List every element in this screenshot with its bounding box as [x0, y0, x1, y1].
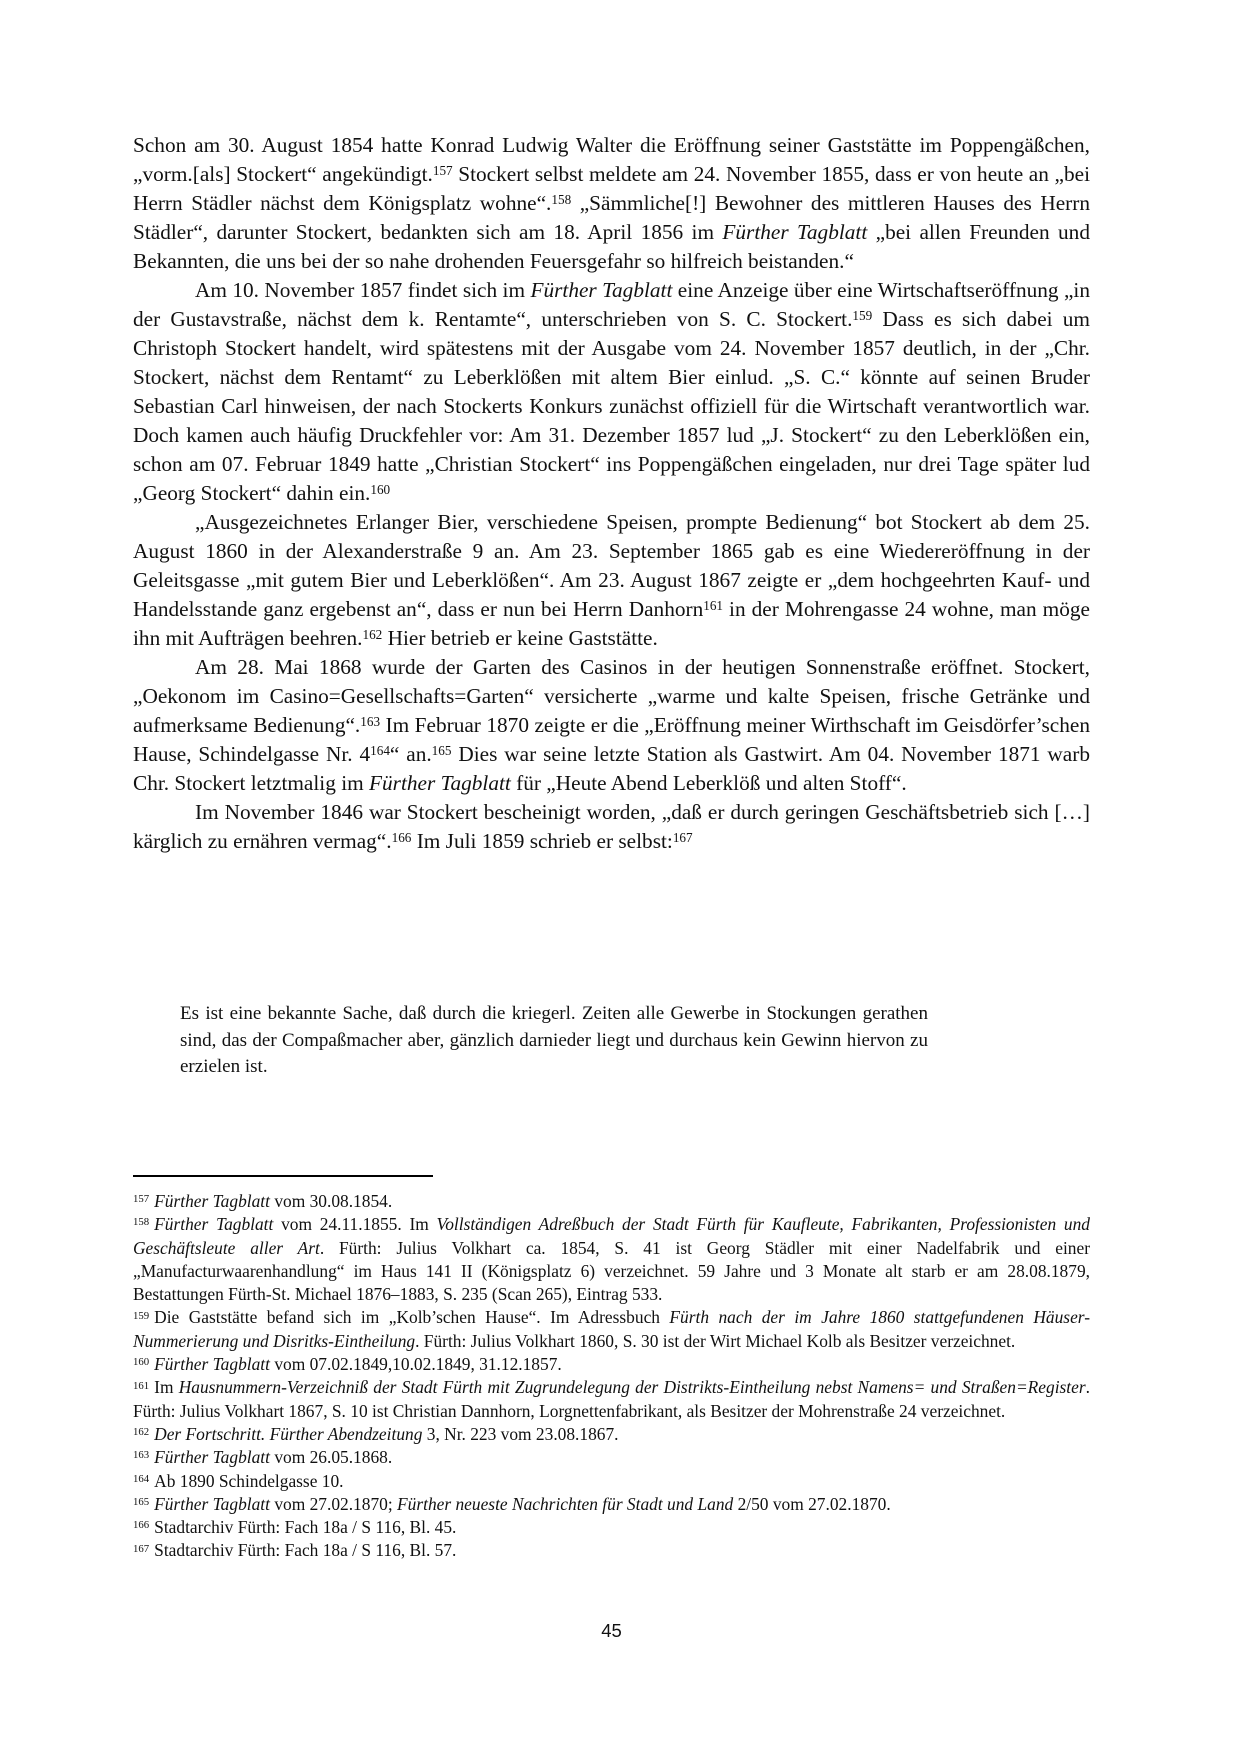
footnote — [133, 1376, 1090, 1423]
text-run: Der Fortschritt. Fürther Abendzeitung — [154, 1423, 423, 1444]
footnote-reference: 159 — [852, 308, 873, 324]
text-run: für „Heute Abend Leberklöß und alten Stoff“. — [510, 771, 907, 795]
text-run: in der Mohrengasse 24 wohne, man möge ihn mit Aufträgen beehren. — [133, 597, 1090, 650]
footnote — [133, 1516, 1090, 1539]
text-run: Fürther Tagblatt — [722, 220, 868, 244]
text-run: Im Juli 1859 schrieb er selbst: — [411, 829, 673, 853]
block-quote — [180, 1001, 928, 1081]
text-run: Fürther Tagblatt — [154, 1214, 274, 1235]
footnote-marker: 163 — [133, 1449, 150, 1462]
text-run: Im November 1846 war Stockert bescheinigt worden, „daß er durch geringen Geschäftsbetrieb sich […] kärglich zu ernähren vermag“. — [133, 800, 1090, 853]
text-run: Fürther Tagblatt — [154, 1493, 270, 1514]
text-run: Stockert selbst meldete am 24. November 1855, dass er von heute an „bei Herrn Städler nächst dem Königsplatz wohne“. — [133, 162, 1091, 215]
paragraph — [133, 653, 1090, 798]
text-run: . Fürth: Julius Volkhart ca. 1854, S. 41 ist Georg Städler mit einer Nadelfabrik und einer „Manufacturwaarenhandlung“ im Haus 141 II (Königsplatz 6) verzeichnet. 59 Jahre und 3 Monate alt starb er am 28.08.1879, Bestattungen Fürth-St. Michael 1876–1883, S. 235 (Scan 265), Eintrag 533. — [133, 1237, 1090, 1305]
text-run: vom 24.11.1855. Im — [273, 1214, 437, 1235]
text-run: 3, Nr. 223 vom 23.08.1867. — [422, 1423, 619, 1444]
body-text — [133, 131, 1090, 856]
text-run: „Ausgezeichnetes Erlanger Bier, verschiedene Speisen, prompte Bedienung“ bot Stockert ab dem 25. August 1860 in der Alexanderstraße 9 an. Am 23. September 1865 gab es eine Wiedereröffnung in der Geleitsgasse „mit gutem Bier und Leberklößen“. Am 23. August 1867 zeigte er „dem hochgeehrten Kauf- und Handelsstande ganz ergebenst an“, dass er nun bei Herrn Danhorn — [133, 510, 1090, 621]
text-run: Es ist eine bekannte Sache, daß durch die kriegerl. Zeiten alle Gewerbe in Stockungen gerathen sind, das der Compaßmacher aber, gänzlich darnieder liegt und durchaus kein Gewinn hiervon zu erzielen ist. — [180, 1003, 928, 1077]
footnotes-list — [133, 1190, 1090, 1563]
footnote-marker: 165 — [133, 1496, 150, 1509]
text-run: Fürther Tagblatt — [154, 1447, 270, 1468]
paragraph — [133, 798, 1090, 856]
paragraph — [133, 131, 1090, 276]
footnote-marker: 160 — [133, 1356, 150, 1369]
text-run: vom 26.05.1868. — [269, 1447, 393, 1468]
text-run: Die Gaststätte befand sich im „Kolb’schen Hause“. Im Adressbuch — [154, 1307, 670, 1328]
footnote-marker: 166 — [133, 1519, 150, 1532]
footnote-reference: 164 — [370, 743, 390, 759]
text-run: Dies war seine letzte Station als Gastwirt. Am 04. November 1871 warb Chr. Stockert letztmalig im — [133, 742, 1090, 795]
footnote — [133, 1353, 1090, 1376]
footnote-reference: 167 — [672, 830, 693, 846]
footnote — [133, 1306, 1090, 1353]
text-run: Stadtarchiv Fürth: Fach 18a / S 116, Bl. 45. — [154, 1517, 457, 1538]
footnote-reference: 162 — [362, 627, 383, 643]
footnote-marker: 161 — [133, 1379, 150, 1392]
footnote — [133, 1539, 1090, 1562]
paragraph — [133, 508, 1090, 653]
text-run: Ab 1890 Schindelgasse 10. — [154, 1470, 344, 1491]
text-run: Im Februar 1870 zeigte er die „Eröffnung meiner Wirthschaft im Geisdörfer’schen Hause, Schindelgasse Nr. 4 — [133, 713, 1090, 766]
footnote-reference: 163 — [360, 714, 381, 730]
text-run: vom 27.02.1870; — [269, 1493, 398, 1514]
text-run: . Fürth: Julius Volkhart 1867, S. 10 ist Christian Dannhorn, Lorgnettenfabrikant, als Besitzer der Mohrenstraße 24 verzeichnet. — [133, 1377, 1090, 1421]
text-run: Vollständigen Adreßbuch der Stadt Fürth für Kaufleute, Fabrikanten, Professionisten und Geschäftsleute aller Art — [133, 1214, 1090, 1258]
footnote — [133, 1190, 1090, 1213]
text-run: vom 30.08.1854. — [269, 1191, 393, 1211]
text-run: Schon am 30. August 1854 hatte Konrad Ludwig Walter die Eröffnung seiner Gaststätte im Poppengäßchen, „vorm.[als] Stockert“ angekündigt. — [133, 133, 1090, 186]
paragraph — [133, 276, 1090, 508]
text-run: . Fürth: Julius Volkhart 1860, S. 30 ist der Wirt Michael Kolb als Besitzer verzeichnet. — [415, 1330, 1016, 1351]
footnote — [133, 1213, 1090, 1306]
footnote-reference: 165 — [431, 743, 452, 759]
footnote-reference: 160 — [370, 482, 391, 498]
footnote-marker: 157 — [133, 1193, 150, 1206]
footnote — [133, 1423, 1090, 1446]
page-number: 45 — [601, 1620, 622, 1641]
footnote-reference: 157 — [432, 163, 453, 179]
text-run: Fürther Tagblatt — [154, 1354, 270, 1375]
text-run: Im — [154, 1377, 179, 1398]
text-run: Hausnummern-Verzeichniß der Stadt Fürth mit Zugrundelegung der Distrikts-Eintheilung nebst Namens= und Straßen=Register — [178, 1377, 1086, 1398]
text-run: Fürth nach der im Jahre 1860 stattgefundenen Häuser-Nummerierung und Disritks-Eintheilung — [133, 1307, 1090, 1351]
footnote-marker: 162 — [133, 1426, 150, 1439]
footnote-reference: 161 — [703, 598, 724, 614]
text-run: Fürther Tagblatt — [530, 278, 673, 302]
footnote-marker: 158 — [133, 1216, 150, 1229]
text-run: Dass es sich dabei um Christoph Stockert handelt, wird spätestens mit der Ausgabe vom 24. November 1857 deutlich, in der „Chr. Stockert, nächst dem Rentamt“ zu Leberklößen mit altem Bier einlud. „S. C.“ könnte auf seinen Bruder Sebastian Carl hinweisen, der nach Stockerts Konkurs zunächst offiziell für die Wirtschaft verantwortlich war. Doch kamen auch häufig Druckfehler vor: Am 31. Dezember 1857 lud „J. Stockert“ zu den Leberklößen ein, schon am 07. Februar 1849 hatte „Christian Stockert“ ins Poppengäßchen eingeladen, nur drei Tage später lud „Georg Stockert“ dahin ein. — [133, 307, 1090, 505]
footnote-marker: 167 — [133, 1542, 150, 1555]
text-run: “ an. — [389, 742, 432, 766]
text-run: „bei allen Freunden und Bekannten, die uns bei der so nahe drohenden Feuersgefahr so hilfreich beistanden.“ — [133, 220, 1090, 273]
footnote-reference: 158 — [551, 192, 572, 208]
footnote-reference: 166 — [391, 830, 412, 846]
footnote-separator — [133, 1175, 433, 1177]
footnote — [133, 1493, 1090, 1516]
footnote — [133, 1470, 1090, 1493]
text-run: Stadtarchiv Fürth: Fach 18a / S 116, Bl. 57. — [154, 1540, 457, 1561]
text-run: Fürther Tagblatt — [154, 1191, 270, 1211]
text-run: eine Anzeige über eine Wirtschaftseröffnung „in der Gustavstraße, nächst dem k. Rentamte“, unterschrieben von S. C. Stockert. — [133, 278, 1090, 331]
footnote-marker: 164 — [133, 1472, 150, 1485]
text-run: Fürther Tagblatt — [369, 771, 511, 795]
text-run: Am 28. Mai 1868 wurde der Garten des Casinos in der heutigen Sonnenstraße eröffnet. Stockert, „Oekonom im Casino=Gesellschafts=Garten“ versicherte „warme und kalte Speisen, frische Getränke und aufmerksame Bedienung“. — [133, 655, 1090, 737]
text-run: Hier betrieb er keine Gaststätte. — [382, 626, 658, 650]
text-run: Fürther neueste Nachrichten für Stadt und Land — [397, 1493, 734, 1514]
text-run: „Sämmliche[!] Bewohner des mittleren Hauses des Herrn Städler“, darunter Stockert, bedankten sich am 18. April 1856 im — [133, 191, 1091, 244]
text-run: 2/50 vom 27.02.1870. — [733, 1493, 891, 1514]
text-run: Am 10. November 1857 findet sich im — [195, 278, 531, 302]
text-run: vom 07.02.1849,10.02.1849, 31.12.1857. — [269, 1354, 562, 1375]
footnote-marker: 159 — [133, 1309, 150, 1322]
footnote — [133, 1446, 1090, 1469]
